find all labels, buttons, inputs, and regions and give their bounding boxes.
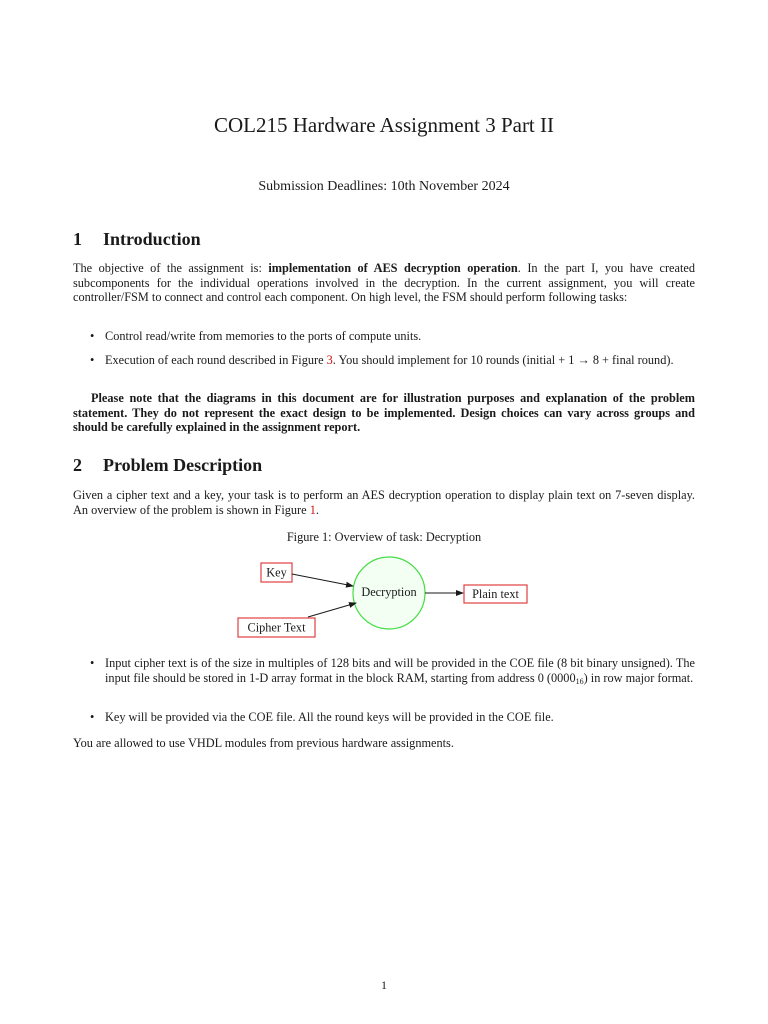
decryption-label: Decryption	[361, 585, 417, 599]
bullet-text-a: Input cipher text is of the size in multiples of 128 bits and will be provided in the COE file (8 bit binary unsigned). The input file should be stored in 1-D array format in the block RAM, starting from address 0 (0000	[105, 656, 695, 685]
intro-paragraph	[73, 261, 695, 305]
bullet-text	[105, 656, 695, 689]
problem-text-a: Given a cipher text and a key, your task is to perform an AES decryption operation to display plain text on 7-seven display. An overview of the problem is shown in Figure	[73, 488, 695, 517]
cipher-text-node	[238, 618, 315, 637]
section-number: 2	[73, 455, 82, 475]
figure-1-caption: Figure 1: Overview of task: Decryption	[286, 530, 482, 544]
cipher-to-decryption-arrow	[308, 603, 356, 617]
key-node	[261, 563, 292, 582]
figure-3-link[interactable]: 3	[326, 353, 333, 367]
problem-text-b: .	[315, 502, 319, 517]
bullet-dot: •	[90, 656, 95, 670]
bullet-dot: •	[90, 710, 95, 724]
bullet-dot: •	[90, 353, 95, 367]
cipher-text-label: Cipher Text	[247, 620, 306, 635]
bullet-text	[105, 353, 695, 368]
section-2-heading	[73, 455, 262, 476]
intro-bullet-2	[90, 353, 695, 368]
bullet-text-b: ) in row major format.	[583, 670, 694, 685]
key-to-decryption-arrow	[292, 574, 353, 586]
decryption-node	[353, 557, 425, 629]
page-number: 1	[381, 978, 387, 992]
bullet-text: Control read/write from memories to the ports of compute units.	[105, 329, 422, 343]
figure-1-link[interactable]: 1	[309, 502, 316, 517]
submission-deadline: Submission Deadlines: 10th November 2024	[258, 179, 510, 194]
document-title: COL215 Hardware Assignment 3 Part II	[213, 113, 555, 137]
bullet-text-a: Execution of each round described in Figure	[105, 353, 327, 367]
disclaimer-note: Please note that the diagrams in this document are for illustration purposes and explanation of the problem statement. They do not represent the exact design to be implemented. Design choices can vary across groups and should be carefully explained in the assignment report.	[73, 391, 695, 434]
section-number: 1	[73, 229, 82, 249]
decryption-overview-diagram	[230, 553, 540, 645]
problem-bullet-2	[90, 710, 695, 725]
section-title: Problem Description	[103, 455, 263, 475]
closing-paragraph: You are allowed to use VHDL modules from previous hardware assignments.	[73, 736, 454, 750]
section-title: Introduction	[103, 229, 201, 249]
intro-bullet-1	[90, 329, 695, 344]
plain-text-node	[464, 585, 527, 603]
problem-bullet-1	[90, 656, 695, 689]
intro-text-b: . In the part I, you have created subcomponents for the individual operations involved in the decryption. In the current assignment, you will create controller/FSM to connect and control each component. On high level, the FSM should perform following tasks:	[73, 261, 695, 304]
intro-text-a: The objective of the assignment is:	[73, 261, 269, 275]
problem-paragraph	[73, 488, 695, 517]
subscript-16: 16	[575, 676, 584, 686]
plain-text-label: Plain text	[472, 587, 519, 601]
bullet-text-b: . You should implement for 10 rounds (initial + 1 → 8 + final round).	[332, 353, 674, 367]
intro-text-bold: implementation of AES decryption operation	[268, 261, 518, 275]
section-1-heading	[73, 229, 201, 250]
key-label: Key	[266, 565, 287, 580]
bullet-text: Key will be provided via the COE file. All the round keys will be provided in the COE file.	[105, 710, 554, 724]
bullet-dot: •	[90, 329, 95, 343]
